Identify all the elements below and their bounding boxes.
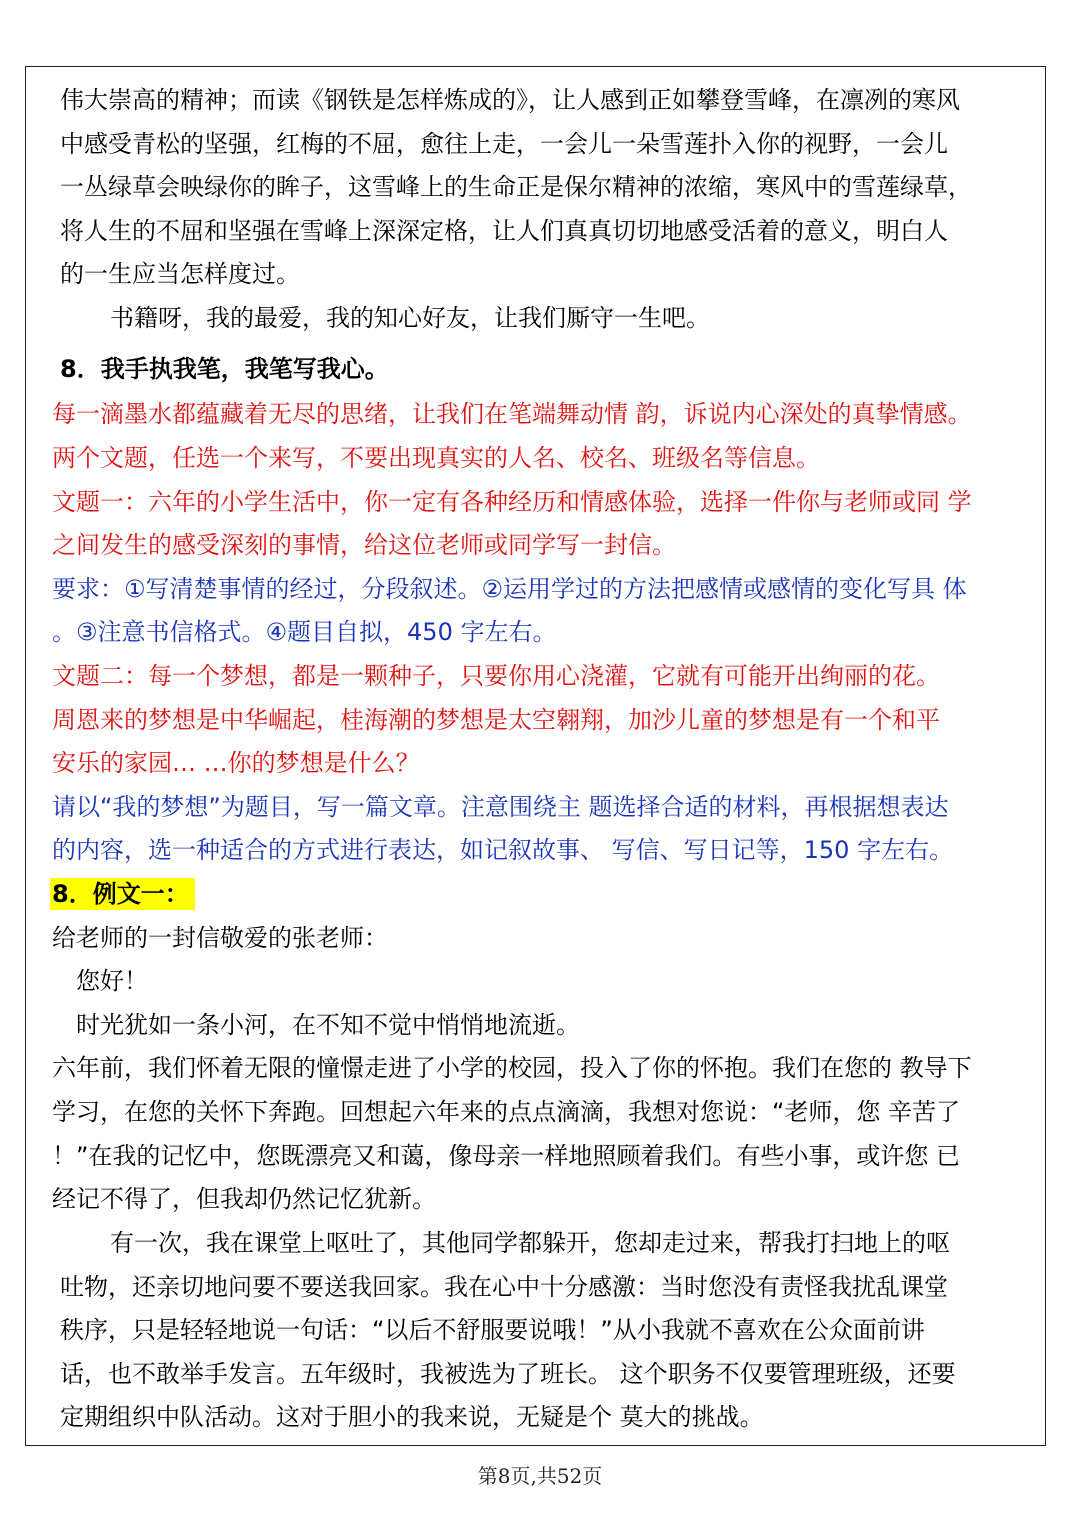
letter-line: 时光犹如一条小河，在不知不觉中悄悄地流逝。 <box>76 1011 580 1039</box>
prompt-line: 每一滴墨水都蕴藏着无尽的思绪，让我们在笔端舞动情 韵，诉说内心深处的真挚情感。 <box>52 400 972 428</box>
text-line: 伟大崇高的精神；而读《钢铁是怎样炼成的》，让人感到正如攀登雪峰，在凛冽的寒风 <box>60 86 960 114</box>
prompt-line: 文题二：每一个梦想，都是一颗种子，只要你用心浇灌，它就有可能开出绚丽的花。 <box>52 662 940 690</box>
letter-greeting: 您好！ <box>76 967 148 995</box>
letter-line: 六年前，我们怀着无限的憧憬走进了小学的校园，投入了你的怀抱。我们在您的 教导下 <box>52 1054 972 1082</box>
text-line: 中感受青松的坚强，红梅的不屈，愈往上走，一会儿一朵雪莲扑入你的视野，一会儿 <box>60 130 948 158</box>
page-number: 第8页,共52页 <box>477 1464 603 1488</box>
example-heading <box>50 878 195 910</box>
text-line: 的一生应当怎样度过。 <box>60 260 300 288</box>
section-heading: 8．我手执我笔，我笔写我心。 <box>60 355 389 383</box>
requirement-line: 请以“我的梦想”为题目，写一篇文章。注意围绕主 题选择合适的材料，再根据想表达 <box>52 793 949 821</box>
text-line: 将人生的不屈和坚强在雪峰上深深定格，让人们真真切切地感受活着的意义，明白人 <box>60 217 948 245</box>
prompt-line: 之间发生的感受深刻的事情，给这位老师或同学写一封信。 <box>52 531 676 559</box>
letter-line: 秩序，只是轻轻地说一句话：“以后不舒服要说哦！”从小我就不喜欢在公众面前讲 <box>60 1316 925 1344</box>
letter-line: ！”在我的记忆中，您既漂亮又和蔼，像母亲一样地照顾着我们。有些小事，或许您 已 <box>52 1142 961 1170</box>
example-heading-highlight: 8．例文一： <box>50 878 195 910</box>
prompt-line: 周恩来的梦想是中华崛起，桂海潮的梦想是太空翱翔，加沙儿童的梦想是有一个和平 <box>52 706 940 734</box>
letter-line: 有一次，我在课堂上呕吐了，其他同学都躲开，您却走过来，帮我打扫地上的呕 <box>110 1229 950 1257</box>
prompt-line: 文题一：六年的小学生活中，你一定有各种经历和情感体验，选择一件你与老师或同 学 <box>52 488 972 516</box>
prompt-line: 安乐的家园… …你的梦想是什么？ <box>52 749 420 777</box>
letter-line: 定期组织中队活动。这对于胆小的我来说，无疑是个 莫大的挑战。 <box>60 1403 764 1431</box>
prompt-line: 两个文题，任选一个来写，不要出现真实的人名、校名、班级名等信息。 <box>52 444 820 472</box>
requirement-line: 的内容，选一种适合的方式进行表达，如记叙故事、 写信、写日记等，150 字左右。 <box>52 836 954 864</box>
letter-line: 话，也不敢举手发言。五年级时，我被选为了班长。 这个职务不仅要管理班级，还要 <box>60 1360 956 1388</box>
letter-title: 给老师的一封信敬爱的张老师： <box>52 924 388 952</box>
letter-line: 吐物，还亲切地问要不要送我回家。我在心中十分感激：当时您没有责怪我扰乱课堂 <box>60 1273 948 1301</box>
text-line: 一丛绿草会映绿你的眸子，这雪峰上的生命正是保尔精神的浓缩，寒风中的雪莲绿草， <box>60 173 972 201</box>
letter-line: 经记不得了，但我却仍然记忆犹新。 <box>52 1185 436 1213</box>
letter-line: 学习，在您的关怀下奔跑。回想起六年来的点点滴滴，我想对您说：“老师，您 辛苦了 <box>52 1098 961 1126</box>
text-line: 书籍呀，我的最爱，我的知心好友，让我们厮守一生吧。 <box>110 304 710 332</box>
requirement-line: 。③注意书信格式。④题目自拟，450 字左右。 <box>52 618 557 646</box>
requirement-line: 要求：①写清楚事情的经过，分段叙述。②运用学过的方法把感情或感情的变化写具 体 <box>52 575 967 603</box>
